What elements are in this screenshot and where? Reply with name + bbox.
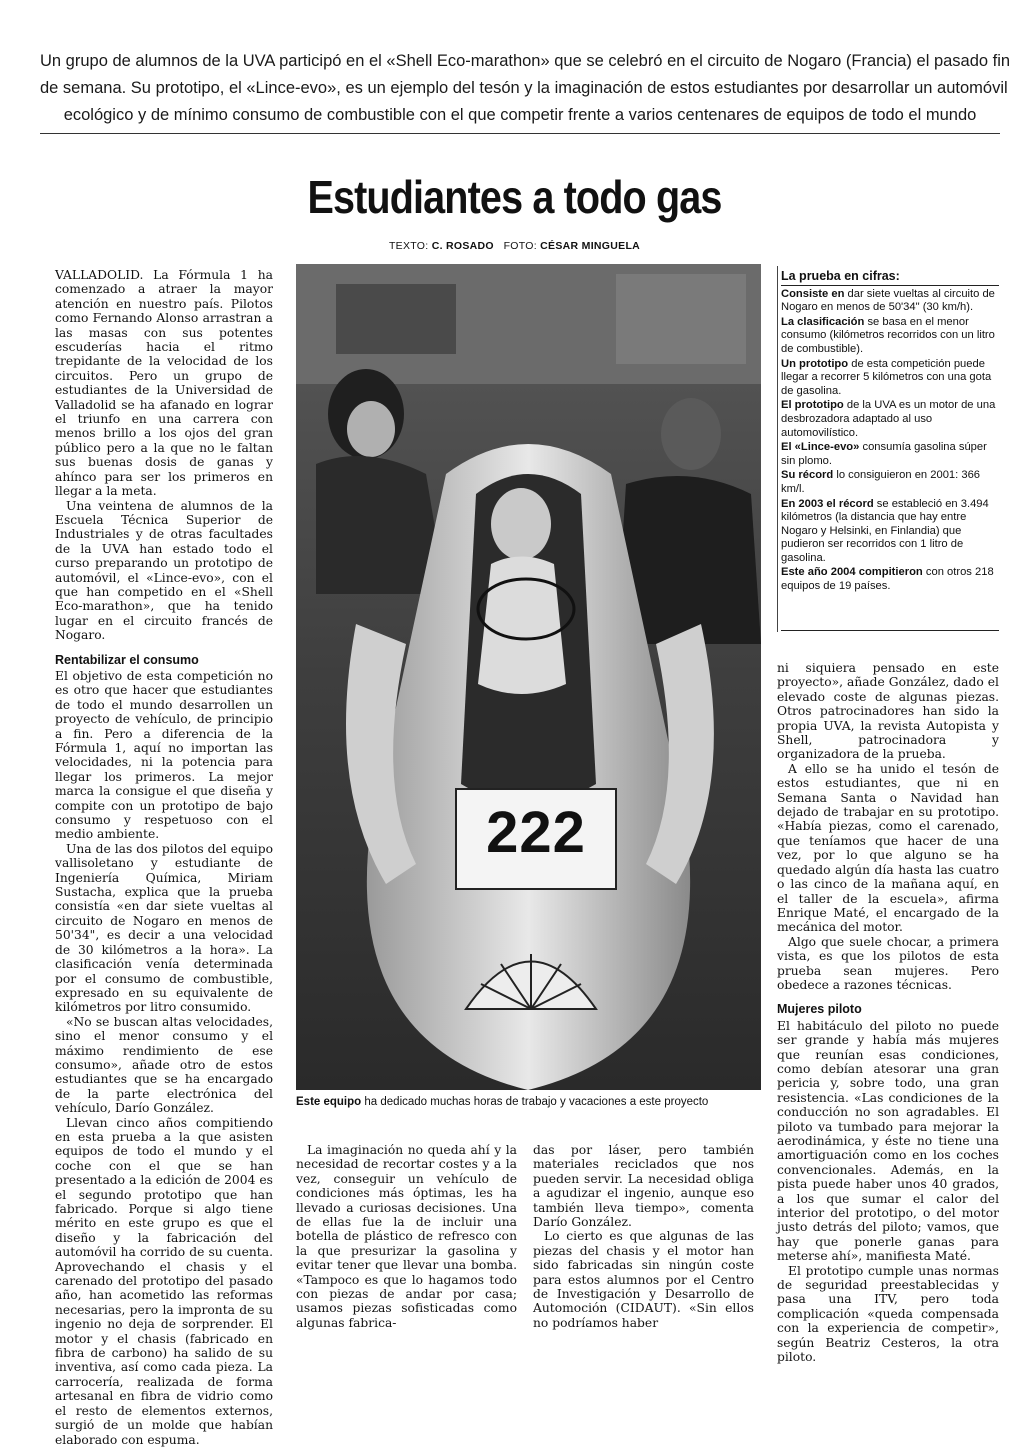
paragraph: Lo cierto es que algunas de las piezas del chasis y el motor han sido fabricadas sin ningún coste para estos alumnos por el Centro de Investigación y Desarrollo de Automoción (CIDAUT). «Sin ellos no podríamos haber <box>533 1229 754 1330</box>
paragraph: Una de las dos pilotos del equipo vallisoletano y estudiante de Ingeniería Química, Miriam Sustacha, explica que la prueba consistía «en dar siete vueltas al circuito de Nogaro en menos de 50'34", es decir a una velocidad de 30 kilómetros a la hora». La clasificación venía determinada por el consumo de combustible, expresado en su equivalente de kilómetros por litro consumido. <box>55 841 273 1015</box>
paragraph: A ello se ha unido el tesón de estos estudiantes, que ni en Semana Santa o Navidad han dejado de trabajar en su prototipo. «Había piezas, como el carenado, que teníamos que hacer de una vez, por lo que alguno se ha quedado algún día hasta las cuatro o las cinco de la mañana aquí, en el taller de la escuela», afirma Enrique Maté, el encargado de la mecánica del motor. <box>777 761 999 935</box>
deck-line: Un grupo de alumnos de la UVA participó en el «Shell Eco-marathon» que se celebró en el circuito de Nogaro (Francia) el pasado fin <box>40 52 1011 70</box>
race-number: 222 <box>486 800 586 865</box>
text-credit-name: C. ROSADO <box>431 240 494 252</box>
deck-line: ecológico y de mínimo consumo de combustible con el que competir frente a varios centenares de equipos de todo el mundo <box>63 106 977 124</box>
caption-lead: Este equipo <box>296 1096 362 1108</box>
photo-caption <box>296 1096 761 1108</box>
deck-rule <box>40 133 1000 134</box>
paragraph: das por láser, pero también materiales reciclados que nos pueden servir. La necesidad obliga a agudizar el ingenio, aunque eso también lleva tiempo», comenta Darío González. <box>533 1143 754 1230</box>
box-divider <box>777 266 778 632</box>
box-item: En 2003 el récord se estableció en 3.494 kilómetros (la distancia que hay entre Nogaro y Helsinki, en Finlandia) que pudieron ser recorridos con 1 litro de gasolina. <box>781 497 989 564</box>
paragraph: Llevan cinco años compitiendo en esta prueba a la que asisten equipos de todo el mundo y el coche con el que se han presentado a la edición de 2004 es el segundo prototipo que han fabricado. Porque si algo tiene mérito en este grupo es que el diseño y la fabricación del automóvil ha corrido de su cuenta. Aprovechando el chasis y el carenado del prototipo del pasado año, han acometido las reformas necesarias, pero la impronta de su ingenio no deja de sorprender. El motor y el chasis (fabricado en fibra de carbono) ha salido de su inventiva, así como cada pieza. La carrocería, realizada de forma artesanal en fibra de vidrio como el resto de elementos externos, surgió de un molde que habían elaborado con espuma. <box>55 1115 273 1447</box>
column-3 <box>533 1143 754 1330</box>
paragraph: ni siquiera pensado en este proyecto», añade González, dado el elevado coste de algunas piezas. Otros patrocinadores han sido la propia UVA, la revista Autopista y Shell, patrocinadora y organizadora de la prueba. <box>777 661 999 762</box>
paragraph: VALLADOLID. La Fórmula 1 ha comenzado a atraer la mayor atención en nuestro país. Pilotos como Fernando Alonso arrastran a las masas con sus potentes escuderías hacia el ritmo trepidante de la velocidad de los circuitos. Pero un grupo de estudiantes de la Universidad de Valladolid se ha afanado en lograr el triunfo en una carrera con menos brillo a los ojos del gran público pero a la que no le faltan sus buenas dosis de ganas y ahínco para ser los primeros en llegar a la meta. <box>55 268 273 499</box>
deck <box>40 48 1011 129</box>
text-credit-label: TEXTO: <box>388 240 429 252</box>
box-item: El prototipo de la UVA es un motor de una desbrozadora adaptado al uso automovilístico. <box>781 399 996 439</box>
box-item: La clasificación se basa en el menor consumo (kilómetros recorridos con un litro de combustible). <box>781 315 995 355</box>
box-title: La prueba en cifras: <box>781 270 999 286</box>
paragraph: «No se buscan altas velocidades, sino el menor consumo y el máximo rendimiento de ese consumo», añade otro de estos estudiantes que se ha encargado de la parte electrónica del vehículo, Darío González. <box>55 1014 273 1116</box>
column-2 <box>296 1143 517 1330</box>
paragraph: El objetivo de esta competición no es otro que hacer que estudiantes de todo el mundo desarrollen un proyecto de vehículo, de principio a fin. Pero a diferencia de la Fórmula 1, aquí no importan las velocidades, ni la potencia para llegar los primeros. La mejor marca la consigue el que diseña y compite con un prototipo de bajo consumo y respetuoso con el medio ambiente. <box>55 668 273 842</box>
box-item: Este año 2004 compitieron con otros 218 equipos de 19 países. <box>781 566 994 593</box>
deck-line: de semana. Su prototipo, el «Lince-evo», es un ejemplo del tesón y la imaginación de estos estudiantes por desarrollar un automóvil <box>40 79 1008 97</box>
headline: Estudiantes a todo gas <box>307 171 722 223</box>
subheading: Mujeres piloto <box>777 1002 862 1017</box>
photo-credit-label: FOTO: <box>503 240 537 252</box>
subheading: Rentabilizar el consumo <box>55 652 199 667</box>
column-1 <box>55 268 273 1447</box>
column-4 <box>777 661 999 1365</box>
box-item: Un prototipo de esta competición puede llegar a recorrer 5 kilómetros con una gota de gasolina. <box>781 357 992 397</box>
paragraph: Algo que suele chocar, a primera vista, es que los pilotos de esta prueba sean mujeres. Pero obedece a razones técnicas. <box>777 934 999 992</box>
paragraph: La imaginación no queda ahí y la necesidad de recortar costes y a la vez, conseguir un vehículo de condiciones más óptimas, les ha llevado a curiosas decisiones. Una de ellas fue la de incluir una botella de plástico de refresco con la que presurizar la gasolina y evitar tener que llevar una bomba. «Tampoco es que lo hagamos todo con piezas de andar por casa; usamos piezas sofisticadas como algunas fabrica- <box>296 1143 517 1330</box>
box-item: Consiste en dar siete vueltas al circuito de Nogaro en menos de 50'34" (30 km/h). <box>781 287 995 314</box>
caption-text: ha dedicado muchas horas de trabajo y vacaciones a este proyecto <box>364 1096 709 1108</box>
main-photo <box>296 264 761 1090</box>
box-bottom-rule <box>781 630 999 631</box>
figures-box <box>781 270 999 595</box>
paragraph: El habitáculo del piloto no puede ser grande y había más mujeres que reunían esas condiciones, como debían atesorar una gran pericia y, sobre todo, una gran resistencia. «Las condiciones de la conducción no son agradables. El piloto va tumbado para mejorar la aerodinámica, y éste no tiene una amortiguación como en los coches convencionales. Además, en la pista puede haber unos 40 grados, a los que sumar el calor del interior del prototipo, o del motor justo detrás del piloto; vamos, que hay que ponerle ganas para meterse ahí», manifiesta Maté. <box>777 1018 999 1264</box>
box-item: El «Lince-evo» consumía gasolina súper sin plomo. <box>781 441 987 467</box>
photo-illustration <box>296 264 761 1090</box>
paragraph: El prototipo cumple unas normas de seguridad preestablecidas y pasa una ITV, pero toda complicación «queda compensada con la experiencia de competir», según Beatriz Cesteros, la otra piloto. <box>777 1263 999 1365</box>
photo-credit-name: CÉSAR MINGUELA <box>540 240 641 252</box>
paragraph: Una veintena de alumnos de la Escuela Técnica Superior de Industriales y de otras facultades de la UVA han estado todo el curso preparando un prototipo de automóvil, el «Lince-evo», con el que han competido en el «Shell Eco-marathon», que ha tenido lugar en el circuito francés de Nogaro. <box>55 498 273 643</box>
byline <box>0 240 1029 252</box>
box-item: Su récord lo consiguieron en 2001: 366 km/l. <box>781 469 981 495</box>
